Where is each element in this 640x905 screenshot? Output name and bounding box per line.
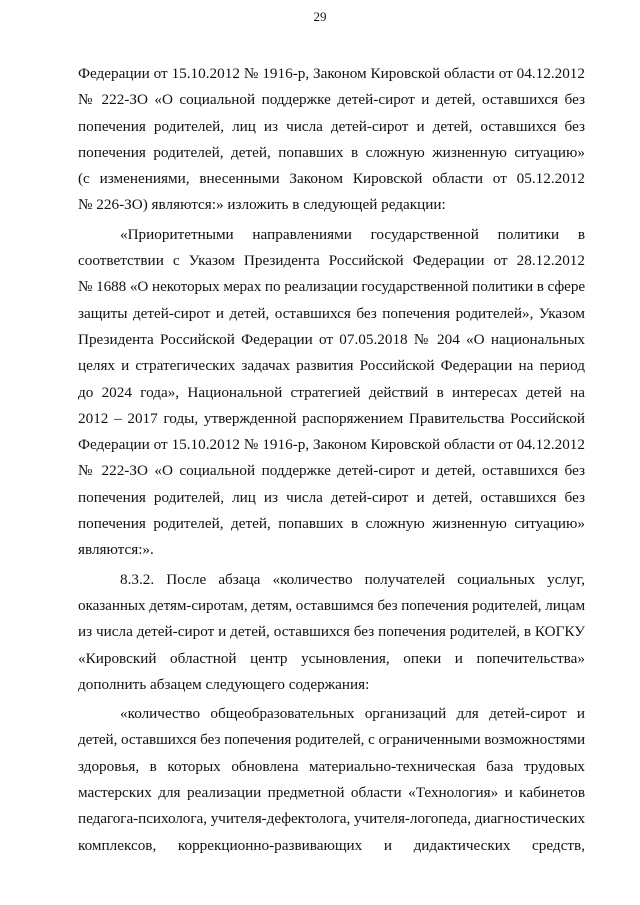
text-line: № 226-ЗО) являются:» изложить в следующей редакции: [78, 196, 446, 214]
text-line: из числа детей-сирот и детей, оставшихся без попечения родителей, в КОГКУ [78, 623, 585, 641]
text-line: попечения родителей, детей, попавших в сложную жизненную ситуацию» [78, 515, 585, 533]
paragraph [78, 222, 585, 564]
text-line: попечения родителей, лиц из числа детей-сирот и детей, оставшихся без [78, 117, 585, 135]
text-line: комплексов, коррекционно-развивающих и дидактических средств, [78, 836, 585, 854]
text-line: Федерации от 15.10.2012 № 1916-р, Законом Кировской области от 04.12.2012 [78, 436, 585, 454]
text-line: «Кировский областной центр усыновления, опеки и попечительства» [78, 649, 585, 667]
text-line: 2012 – 2017 годы, утвержденной распоряжением Правительства Российской [78, 409, 585, 427]
text-line: 8.3.2. После абзаца «количество получателей социальных услуг, [120, 570, 585, 588]
text-line: «Приоритетными направлениями государственной политики в [120, 225, 585, 243]
page-number: 29 [313, 9, 327, 24]
text-line: «количество общеобразовательных организаций для детей-сирот и [120, 705, 585, 723]
text-line: здоровья, в которых обновлена материально-техническая база трудовых [78, 757, 585, 775]
text-line: Президента Российской Федерации от 07.05.2018 № 204 «О национальных [78, 330, 585, 348]
text-line: являются:». [78, 541, 154, 559]
text-line: мастерских для реализации предметной области «Технология» и кабинетов [78, 784, 585, 802]
text-line: дополнить абзацем следующего содержания: [78, 675, 370, 693]
paragraph [78, 701, 585, 859]
document-body [78, 61, 585, 859]
text-line: Федерации от 15.10.2012 № 1916-р, Законом Кировской области от 04.12.2012 [78, 65, 585, 82]
text-line: оказанных детям-сиротам, детям, оставшимся без попечения родителей, лицам [78, 596, 586, 614]
text-line: попечения родителей, лиц из числа детей-сирот и детей, оставшихся без [78, 488, 585, 506]
text-line: попечения родителей, детей, попавших в сложную жизненную ситуацию» [78, 143, 585, 161]
text-line: № 222-ЗО «О социальной поддержке детей-сирот и детей, оставшихся без [78, 91, 585, 109]
paragraph [78, 61, 585, 219]
text-line: защиты детей-сирот и детей, оставшихся без попечения родителей», Указом [78, 304, 585, 322]
text-line: соответствии с Указом Президента Российской Федерации от 28.12.2012 [78, 252, 585, 270]
text-line: детей, оставшихся без попечения родителей, с ограниченными возможностями [78, 731, 585, 749]
text-line: педагога-психолога, учителя-дефектолога, учителя-логопеда, диагностических [78, 810, 585, 828]
text-line: № 1688 «О некоторых мерах по реализации государственной политики в сфере [78, 278, 585, 296]
text-line: № 222-ЗО «О социальной поддержке детей-сирот и детей, оставшихся без [78, 462, 585, 480]
text-line: целях и стратегических задачах развития Российской Федерации на период [78, 357, 585, 375]
paragraph [78, 567, 585, 698]
text-line: до 2024 года», Национальной стратегией действий в интересах детей на [78, 383, 585, 401]
text-line: (с изменениями, внесенными Законом Кировской области от 05.12.2012 [78, 170, 585, 188]
